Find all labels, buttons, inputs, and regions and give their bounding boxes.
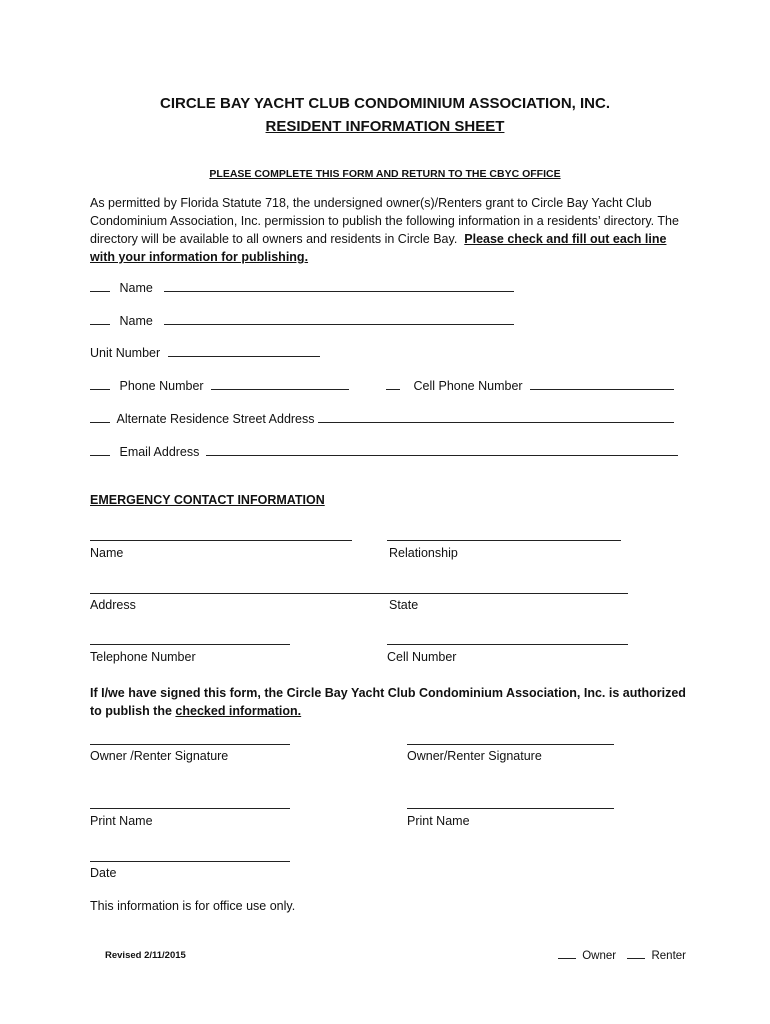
print-name-left-label: Print Name (90, 814, 153, 828)
cell-phone-row (386, 377, 674, 393)
phone-row (90, 377, 349, 393)
renter-checkbox-blank[interactable] (627, 948, 645, 959)
name2-input-line[interactable] (164, 312, 514, 325)
signature-left-line[interactable] (90, 744, 290, 745)
emergency-telephone-label: Telephone Number (90, 650, 196, 664)
name2-label: Name (119, 314, 153, 328)
name1-row (90, 279, 514, 295)
emergency-address-line[interactable] (90, 593, 628, 594)
authorization-emphasis: checked information. (175, 704, 302, 718)
revised-date: Revised 2/11/2015 (105, 950, 186, 961)
emergency-heading: EMERGENCY CONTACT INFORMATION (90, 493, 325, 507)
authorization-text: If I/we have signed this form, the Circle Bay Yacht Club Condominium Association, Inc. is authorized to publish the (90, 686, 686, 718)
cell-phone-label: Cell Phone Number (413, 379, 523, 393)
authorization-paragraph (90, 684, 690, 720)
signature-left-label: Owner /Renter Signature (90, 749, 229, 763)
renter-label: Renter (651, 950, 687, 962)
phone-input-line[interactable] (211, 377, 349, 390)
emergency-state-label: State (389, 598, 419, 612)
email-checkbox-blank[interactable] (90, 443, 110, 456)
unit-input-line[interactable] (168, 344, 320, 357)
name1-label: Name (119, 281, 153, 295)
intro-paragraph (90, 194, 690, 266)
emergency-cell-label: Cell Number (387, 650, 457, 664)
emergency-relationship-label: Relationship (389, 546, 458, 560)
form-title: CIRCLE BAY YACHT CLUB CONDOMINIUM ASSOCIATION, INC. (159, 95, 611, 112)
unit-label: Unit Number (90, 346, 161, 360)
print-name-right-label: Print Name (407, 814, 470, 828)
intro-text: As permitted by Florida Statute 718, the undersigned owner(s)/Renters grant to Circle Bay Yacht Club Condominium Association, Inc. permission to publish the following information in a residents’ directory. The directory will be available to all owners and residents in Circle Bay. (90, 196, 679, 246)
alt-address-label: Alternate Residence Street Address (116, 412, 315, 426)
email-input-line[interactable] (206, 443, 678, 456)
phone-label: Phone Number (119, 379, 204, 393)
signature-right-label: Owner/Renter Signature (407, 749, 542, 763)
cell-phone-input-line[interactable] (530, 377, 674, 390)
name2-row (90, 312, 514, 328)
office-use-note: This information is for office use only. (90, 899, 296, 913)
print-name-left-line[interactable] (90, 808, 290, 809)
date-line[interactable] (90, 861, 290, 862)
alt-address-input-line[interactable] (318, 410, 674, 423)
emergency-relationship-line[interactable] (387, 540, 621, 541)
name1-input-line[interactable] (164, 279, 514, 292)
name1-checkbox-blank[interactable] (90, 279, 110, 292)
emergency-telephone-line[interactable] (90, 644, 290, 645)
emergency-address-label: Address (90, 598, 136, 612)
alt-address-checkbox-blank[interactable] (90, 410, 110, 423)
phone-checkbox-blank[interactable] (90, 377, 110, 390)
signature-right-line[interactable] (407, 744, 614, 745)
form-instruction: PLEASE COMPLETE THIS FORM AND RETURN TO THE CBYC OFFICE (209, 168, 561, 180)
email-label: Email Address (119, 445, 200, 459)
unit-row (90, 344, 320, 360)
alt-address-row (90, 410, 674, 426)
intro-emphasis: Please check and fill out each line with your information for publishing. (90, 232, 667, 264)
cell-phone-checkbox-blank[interactable] (386, 377, 400, 390)
emergency-name-label: Name (90, 546, 124, 560)
owner-label: Owner (582, 950, 617, 962)
emergency-name-line[interactable] (90, 540, 352, 541)
email-row (90, 443, 678, 459)
print-name-right-line[interactable] (407, 808, 614, 809)
emergency-cell-line[interactable] (387, 644, 628, 645)
owner-checkbox-blank[interactable] (558, 948, 576, 959)
form-subtitle: RESIDENT INFORMATION SHEET (265, 118, 505, 135)
office-owner-renter-row (558, 948, 686, 962)
name2-checkbox-blank[interactable] (90, 312, 110, 325)
date-label: Date (90, 866, 117, 880)
